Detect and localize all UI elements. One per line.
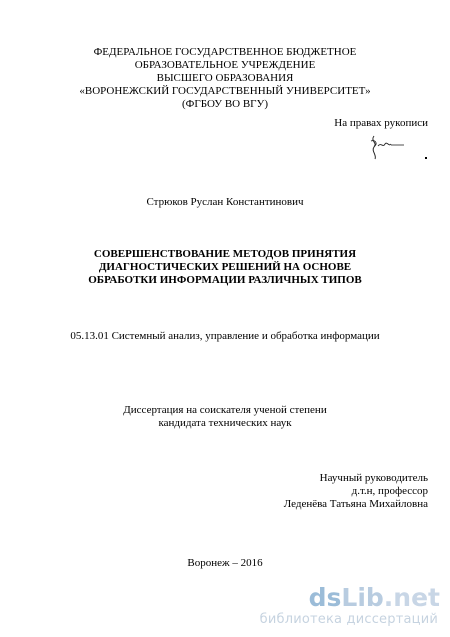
supervisor-line-1: Научный руководитель xyxy=(319,472,428,484)
dslib-watermark xyxy=(250,585,440,629)
logo-part-lib: Lib xyxy=(341,583,384,612)
watermark-subtitle: библиотека диссертаций xyxy=(259,612,438,627)
margin-dot xyxy=(425,157,427,159)
title-line-3: ОБРАБОТКИ ИНФОРМАЦИИ РАЗЛИЧНЫХ ТИПОВ xyxy=(88,274,362,286)
signature-image xyxy=(368,133,408,161)
degree-line-2: кандидата технических наук xyxy=(158,417,292,429)
place-year: Воронеж – 2016 xyxy=(187,557,263,569)
title-line-1: СОВЕРШЕНСТВОВАНИЕ МЕТОДОВ ПРИНЯТИЯ xyxy=(93,248,357,260)
institution-line-4: «ВОРОНЕЖСКИЙ ГОСУДАРСТВЕННЫЙ УНИВЕРСИТЕТ» xyxy=(79,85,371,97)
supervisor-line-3: Леденёва Татьяна Михайловна xyxy=(283,498,428,510)
institution-line-1: ФЕДЕРАЛЬНОЕ ГОСУДАРСТВЕННОЕ БЮДЖЕТНОЕ xyxy=(93,46,357,58)
institution-line-5: (ФГБОУ ВО ВГУ) xyxy=(182,98,268,110)
manuscript-note: На правах рукописи xyxy=(334,117,428,129)
author-name: Стрюков Руслан Константинович xyxy=(146,196,304,208)
logo-part-ds: ds xyxy=(308,583,342,612)
logo-part-net: .net xyxy=(383,583,440,612)
supervisor-line-2: д.т.н, профессор xyxy=(351,485,428,497)
dslib-logo xyxy=(309,585,440,611)
specialty: 05.13.01 Системный анализ, управление и обработка информации xyxy=(70,330,380,342)
institution-line-3: ВЫСШЕГО ОБРАЗОВАНИЯ xyxy=(156,72,294,84)
degree-line-1: Диссертация на соискателя ученой степени xyxy=(123,404,327,416)
institution-line-2: ОБРАЗОВАТЕЛЬНОЕ УЧРЕЖДЕНИЕ xyxy=(134,59,316,71)
title-line-2: ДИАГНОСТИЧЕСКИХ РЕШЕНИЙ НА ОСНОВЕ xyxy=(98,261,352,273)
